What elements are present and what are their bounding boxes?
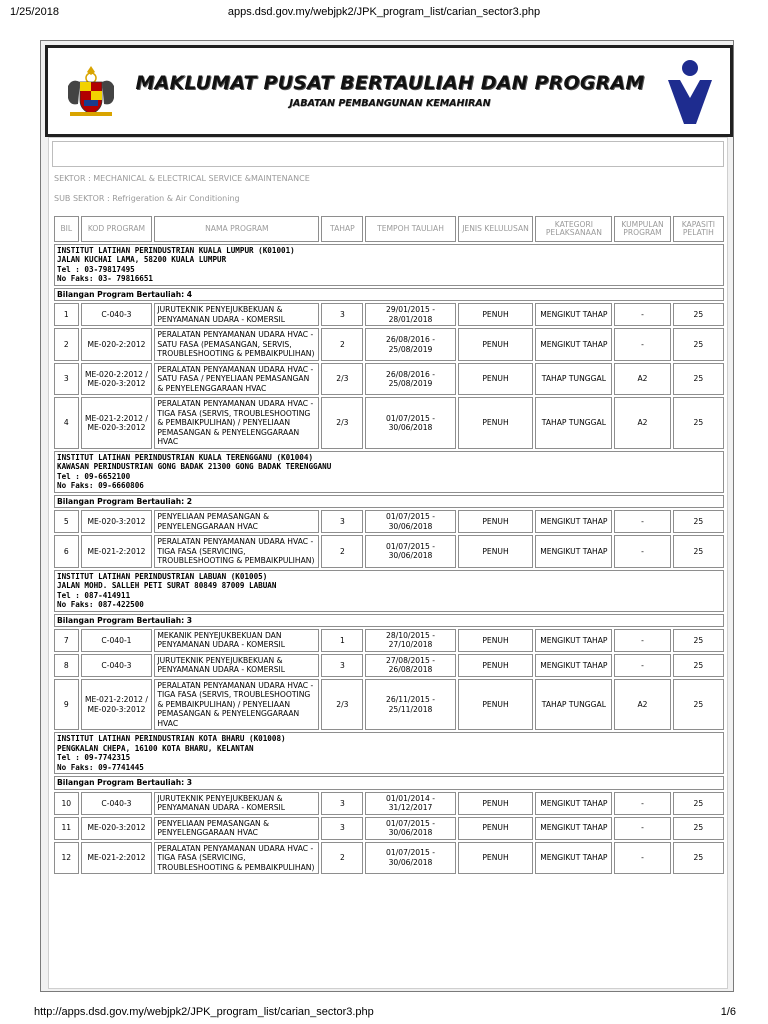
cell-bil: 12 [54, 842, 79, 874]
institute-row [54, 732, 724, 774]
cell-tahap: 2/3 [321, 397, 363, 448]
program-count-row [54, 776, 724, 789]
cell-tahap: 2 [321, 535, 363, 567]
cell-tahap: 1 [321, 629, 363, 652]
cell-jenis: PENUH [458, 679, 534, 730]
table-row [54, 629, 724, 652]
institute-fax: No Faks: 03- 79816651 [57, 274, 154, 284]
institute-info [54, 244, 724, 286]
cell-kapasiti: 25 [673, 397, 724, 448]
cell-bil: 8 [54, 654, 79, 677]
cell-nama: PENYELIAAN PEMASANGAN & PENYELENGGARAAN HVAC [154, 817, 319, 840]
cell-nama: PERALATAN PENYAMANAN UDARA HVAC -TIGA FASA (SERVIS, TROUBLESHOOTING & PEMBAIKPULIHAN) / PENYELIAAN PEMASANGAN & PENYELENGGARAAN HVAC [154, 679, 319, 730]
cell-kapasiti: 25 [673, 654, 724, 677]
cell-bil: 5 [54, 510, 79, 533]
cell-kumpulan: - [614, 510, 670, 533]
cell-bil: 11 [54, 817, 79, 840]
cell-kumpulan: - [614, 303, 670, 326]
cell-tempoh: 01/07/2015 - 30/06/2018 [365, 842, 455, 874]
program-count: Bilangan Program Bertauliah: 4 [54, 288, 724, 301]
cell-kumpulan: - [614, 842, 670, 874]
col-nama: NAMA PROGRAM [154, 216, 319, 242]
cell-kod: ME-020-2:2012 / ME-020-3:2012 [81, 363, 153, 395]
cell-kod: ME-020-2:2012 [81, 328, 153, 360]
search-panel [52, 141, 724, 167]
program-count-row [54, 288, 724, 301]
institute-address: PENGKALAN CHEPA, 16100 KOTA BHARU, KELANTAN [57, 743, 254, 753]
cell-nama: PERALATAN PENYAMANAN UDARA HVAC -TIGA FASA (SERVIS, TROUBLESHOOTING & PEMBAIKPULIHAN) / PENYELIAAN PEMASANGAN & PENYELENGGARAAN HVAC [154, 397, 319, 448]
institute-name: INSTITUT LATIHAN PERINDUSTRIAN KUALA LUMPUR (K01001) [57, 246, 295, 255]
cell-kapasiti: 25 [673, 842, 724, 874]
program-count: Bilangan Program Bertauliah: 3 [54, 614, 724, 627]
col-jenis: JENIS KELULUSAN [458, 216, 534, 242]
institute-tel: Tel : 087-414911 [57, 590, 131, 600]
cell-nama: JURUTEKNIK PENYEJUKBEKUAN & PENYAMANAN UDARA - KOMERSIL [154, 303, 319, 326]
cell-tempoh: 01/01/2014 - 31/12/2017 [365, 792, 455, 815]
col-kapasiti: KAPASITI PELATIH [673, 216, 724, 242]
cell-kategori: TAHAP TUNGGAL [535, 363, 612, 395]
cell-kategori: MENGIKUT TAHAP [535, 303, 612, 326]
institute-info [54, 732, 724, 774]
print-date: 1/25/2018 [10, 6, 59, 18]
cell-tahap: 2 [321, 328, 363, 360]
subsektor-label: SUB SEKTOR : Refrigeration & Air Conditioning [54, 194, 240, 203]
jpk-logo-icon [662, 58, 718, 126]
cell-kapasiti: 25 [673, 303, 724, 326]
col-bil: BIL [54, 216, 79, 242]
table-row [54, 510, 724, 533]
cell-jenis: PENUH [458, 817, 534, 840]
cell-tahap: 3 [321, 817, 363, 840]
col-tempoh: TEMPOH TAULIAH [365, 216, 455, 242]
cell-kod: ME-021-2:2012 [81, 535, 153, 567]
cell-kumpulan: - [614, 535, 670, 567]
cell-tempoh: 01/07/2015 - 30/06/2018 [365, 397, 455, 448]
cell-bil: 7 [54, 629, 79, 652]
institute-row [54, 451, 724, 493]
cell-kategori: TAHAP TUNGGAL [535, 397, 612, 448]
cell-kumpulan: - [614, 817, 670, 840]
cell-nama: PERALATAN PENYAMANAN UDARA HVAC - TIGA FASA (SERVICING, TROUBLESHOOTING & PEMBAIKPULIHAN) [154, 842, 319, 874]
page-title: MAKLUMAT PUSAT BERTAULIAH DAN PROGRAM [135, 72, 645, 94]
institute-info [54, 570, 724, 612]
institute-address: KAWASAN PERINDUSTRIAN GONG BADAK 21300 GONG BADAK TERENGGANU [57, 462, 332, 472]
cell-jenis: PENUH [458, 629, 534, 652]
cell-bil: 9 [54, 679, 79, 730]
cell-kumpulan: - [614, 792, 670, 815]
table-row [54, 328, 724, 360]
institute-address: JALAN KUCHAI LAMA, 58200 KUALA LUMPUR [57, 255, 227, 265]
cell-kapasiti: 25 [673, 679, 724, 730]
table-row [54, 363, 724, 395]
program-count: Bilangan Program Bertauliah: 2 [54, 495, 724, 508]
cell-nama: PERALATAN PENYAMANAN UDARA HVAC - SATU FASA (PEMASANGAN, SERVIS, TROUBLESHOOTING & PEMBAIKPULIHAN) [154, 328, 319, 360]
cell-kod: ME-020-3:2012 [81, 510, 153, 533]
cell-tahap: 3 [321, 303, 363, 326]
cell-jenis: PENUH [458, 535, 534, 567]
col-tahap: TAHAP [321, 216, 363, 242]
col-kumpulan: KUMPULAN PROGRAM [614, 216, 670, 242]
institute-address: JALAN MOHD. SALLEH PETI SURAT 80849 87009 LABUAN [57, 581, 277, 591]
cell-kod: ME-020-3:2012 [81, 817, 153, 840]
institute-name: INSTITUT LATIHAN PERINDUSTRIAN LABUAN (K01005) [57, 571, 268, 581]
cell-kumpulan: - [614, 328, 670, 360]
cell-tahap: 2 [321, 842, 363, 874]
cell-tempoh: 26/08/2016 - 25/08/2019 [365, 363, 455, 395]
cell-tempoh: 01/07/2015 - 30/06/2018 [365, 510, 455, 533]
cell-kod: ME-021-2:2012 / ME-020-3:2012 [81, 679, 153, 730]
cell-bil: 10 [54, 792, 79, 815]
cell-nama: PERALATAN PENYAMANAN UDARA HVAC - TIGA FASA (SERVICING, TROUBLESHOOTING & PEMBAIKPULIHAN) [154, 535, 319, 567]
table-row [54, 817, 724, 840]
cell-tahap: 2/3 [321, 363, 363, 395]
cell-nama: JURUTEKNIK PENYEJUKBEKUAN & PENYAMANAN UDARA - KOMERSIL [154, 792, 319, 815]
page-subtitle: JABATAN PEMBANGUNAN KEMAHIRAN [289, 98, 491, 109]
institute-tel: Tel : 03-79817495 [57, 264, 135, 274]
cell-jenis: PENUH [458, 792, 534, 815]
cell-kapasiti: 25 [673, 792, 724, 815]
cell-kapasiti: 25 [673, 328, 724, 360]
table-row [54, 535, 724, 567]
cell-bil: 4 [54, 397, 79, 448]
cell-tempoh: 26/11/2015 - 25/11/2018 [365, 679, 455, 730]
cell-nama: JURUTEKNIK PENYEJUKBEKUAN & PENYAMANAN UDARA - KOMERSIL [154, 654, 319, 677]
coat-of-arms-icon [62, 62, 120, 120]
cell-kod: C-040-3 [81, 654, 153, 677]
print-page-number: 1/6 [720, 1006, 736, 1018]
cell-bil: 3 [54, 363, 79, 395]
cell-kategori: MENGIKUT TAHAP [535, 817, 612, 840]
cell-kategori: MENGIKUT TAHAP [535, 654, 612, 677]
program-table [52, 214, 726, 876]
cell-kumpulan: - [614, 654, 670, 677]
cell-kategori: MENGIKUT TAHAP [535, 510, 612, 533]
cell-bil: 2 [54, 328, 79, 360]
institute-info [54, 451, 724, 493]
sektor-label: SEKTOR : MECHANICAL & ELECTRICAL SERVICE &MAINTENANCE [54, 174, 310, 183]
cell-kumpulan: A2 [614, 363, 670, 395]
cell-jenis: PENUH [458, 363, 534, 395]
cell-tahap: 3 [321, 792, 363, 815]
table-row [54, 679, 724, 730]
institute-fax: No Faks: 09-6660806 [57, 481, 144, 491]
print-footer-url: http://apps.dsd.gov.my/webjpk2/JPK_program_list/carian_sector3.php [34, 1006, 374, 1018]
cell-jenis: PENUH [458, 328, 534, 360]
cell-tempoh: 26/08/2016 - 25/08/2019 [365, 328, 455, 360]
cell-jenis: PENUH [458, 654, 534, 677]
cell-kategori: MENGIKUT TAHAP [535, 792, 612, 815]
cell-kategori: MENGIKUT TAHAP [535, 842, 612, 874]
page-frame [40, 40, 734, 992]
institute-fax: No Faks: 09-7741445 [57, 762, 144, 772]
cell-jenis: PENUH [458, 397, 534, 448]
table-row [54, 792, 724, 815]
institute-tel: Tel : 09-7742315 [57, 753, 131, 763]
cell-nama: PENYELIAAN PEMASANGAN & PENYELENGGARAAN HVAC [154, 510, 319, 533]
cell-tempoh: 29/01/2015 - 28/01/2018 [365, 303, 455, 326]
cell-kumpulan: - [614, 629, 670, 652]
table-row [54, 303, 724, 326]
banner [45, 45, 733, 137]
cell-kapasiti: 25 [673, 817, 724, 840]
cell-tempoh: 01/07/2015 - 30/06/2018 [365, 535, 455, 567]
table-row [54, 842, 724, 874]
cell-jenis: PENUH [458, 303, 534, 326]
print-footer [0, 1002, 768, 1024]
table-row [54, 397, 724, 448]
institute-fax: No Faks: 087-422500 [57, 600, 144, 610]
print-header [0, 0, 768, 22]
program-count-row [54, 495, 724, 508]
institute-row [54, 570, 724, 612]
institute-tel: Tel : 09-6652100 [57, 471, 131, 481]
program-count: Bilangan Program Bertauliah: 3 [54, 776, 724, 789]
cell-tahap: 2/3 [321, 679, 363, 730]
cell-tempoh: 28/10/2015 - 27/10/2018 [365, 629, 455, 652]
cell-tahap: 3 [321, 510, 363, 533]
cell-kapasiti: 25 [673, 535, 724, 567]
cell-kumpulan: A2 [614, 397, 670, 448]
institute-name: INSTITUT LATIHAN PERINDUSTRIAN KUALA TERENGGANU (K01004) [57, 452, 314, 462]
cell-kod: ME-021-2:2012 [81, 842, 153, 874]
cell-kapasiti: 25 [673, 510, 724, 533]
cell-bil: 1 [54, 303, 79, 326]
col-kod: KOD PROGRAM [81, 216, 153, 242]
cell-kategori: MENGIKUT TAHAP [535, 629, 612, 652]
cell-kategori: MENGIKUT TAHAP [535, 535, 612, 567]
table-row [54, 654, 724, 677]
cell-jenis: PENUH [458, 842, 534, 874]
cell-kumpulan: A2 [614, 679, 670, 730]
cell-tempoh: 01/07/2015 - 30/06/2018 [365, 817, 455, 840]
cell-nama: MEKANIK PENYEJUKBEKUAN DAN PENYAMANAN UDARA - KOMERSIL [154, 629, 319, 652]
cell-nama: PERALATAN PENYAMANAN UDARA HVAC -SATU FASA / PENYELIAAN PEMASANGAN & PENYELENGGARAAN HVAC [154, 363, 319, 395]
cell-kapasiti: 25 [673, 363, 724, 395]
table-header-row [54, 216, 724, 242]
cell-kod: C-040-1 [81, 629, 153, 652]
print-url-title: apps.dsd.gov.my/webjpk2/JPK_program_list/carian_sector3.php [227, 6, 541, 18]
cell-kod: ME-021-2:2012 / ME-020-3:2012 [81, 397, 153, 448]
cell-jenis: PENUH [458, 510, 534, 533]
cell-bil: 6 [54, 535, 79, 567]
cell-kapasiti: 25 [673, 629, 724, 652]
institute-row [54, 244, 724, 286]
content-panel [48, 137, 728, 989]
cell-kod: C-040-3 [81, 792, 153, 815]
program-count-row [54, 614, 724, 627]
cell-tempoh: 27/08/2015 - 26/08/2018 [365, 654, 455, 677]
cell-kod: C-040-3 [81, 303, 153, 326]
col-kategori: KATEGORI PELAKSANAAN [535, 216, 612, 242]
cell-kategori: MENGIKUT TAHAP [535, 328, 612, 360]
cell-kategori: TAHAP TUNGGAL [535, 679, 612, 730]
cell-tahap: 3 [321, 654, 363, 677]
institute-name: INSTITUT LATIHAN PERINDUSTRIAN KOTA BHARU (K01008) [57, 734, 286, 744]
